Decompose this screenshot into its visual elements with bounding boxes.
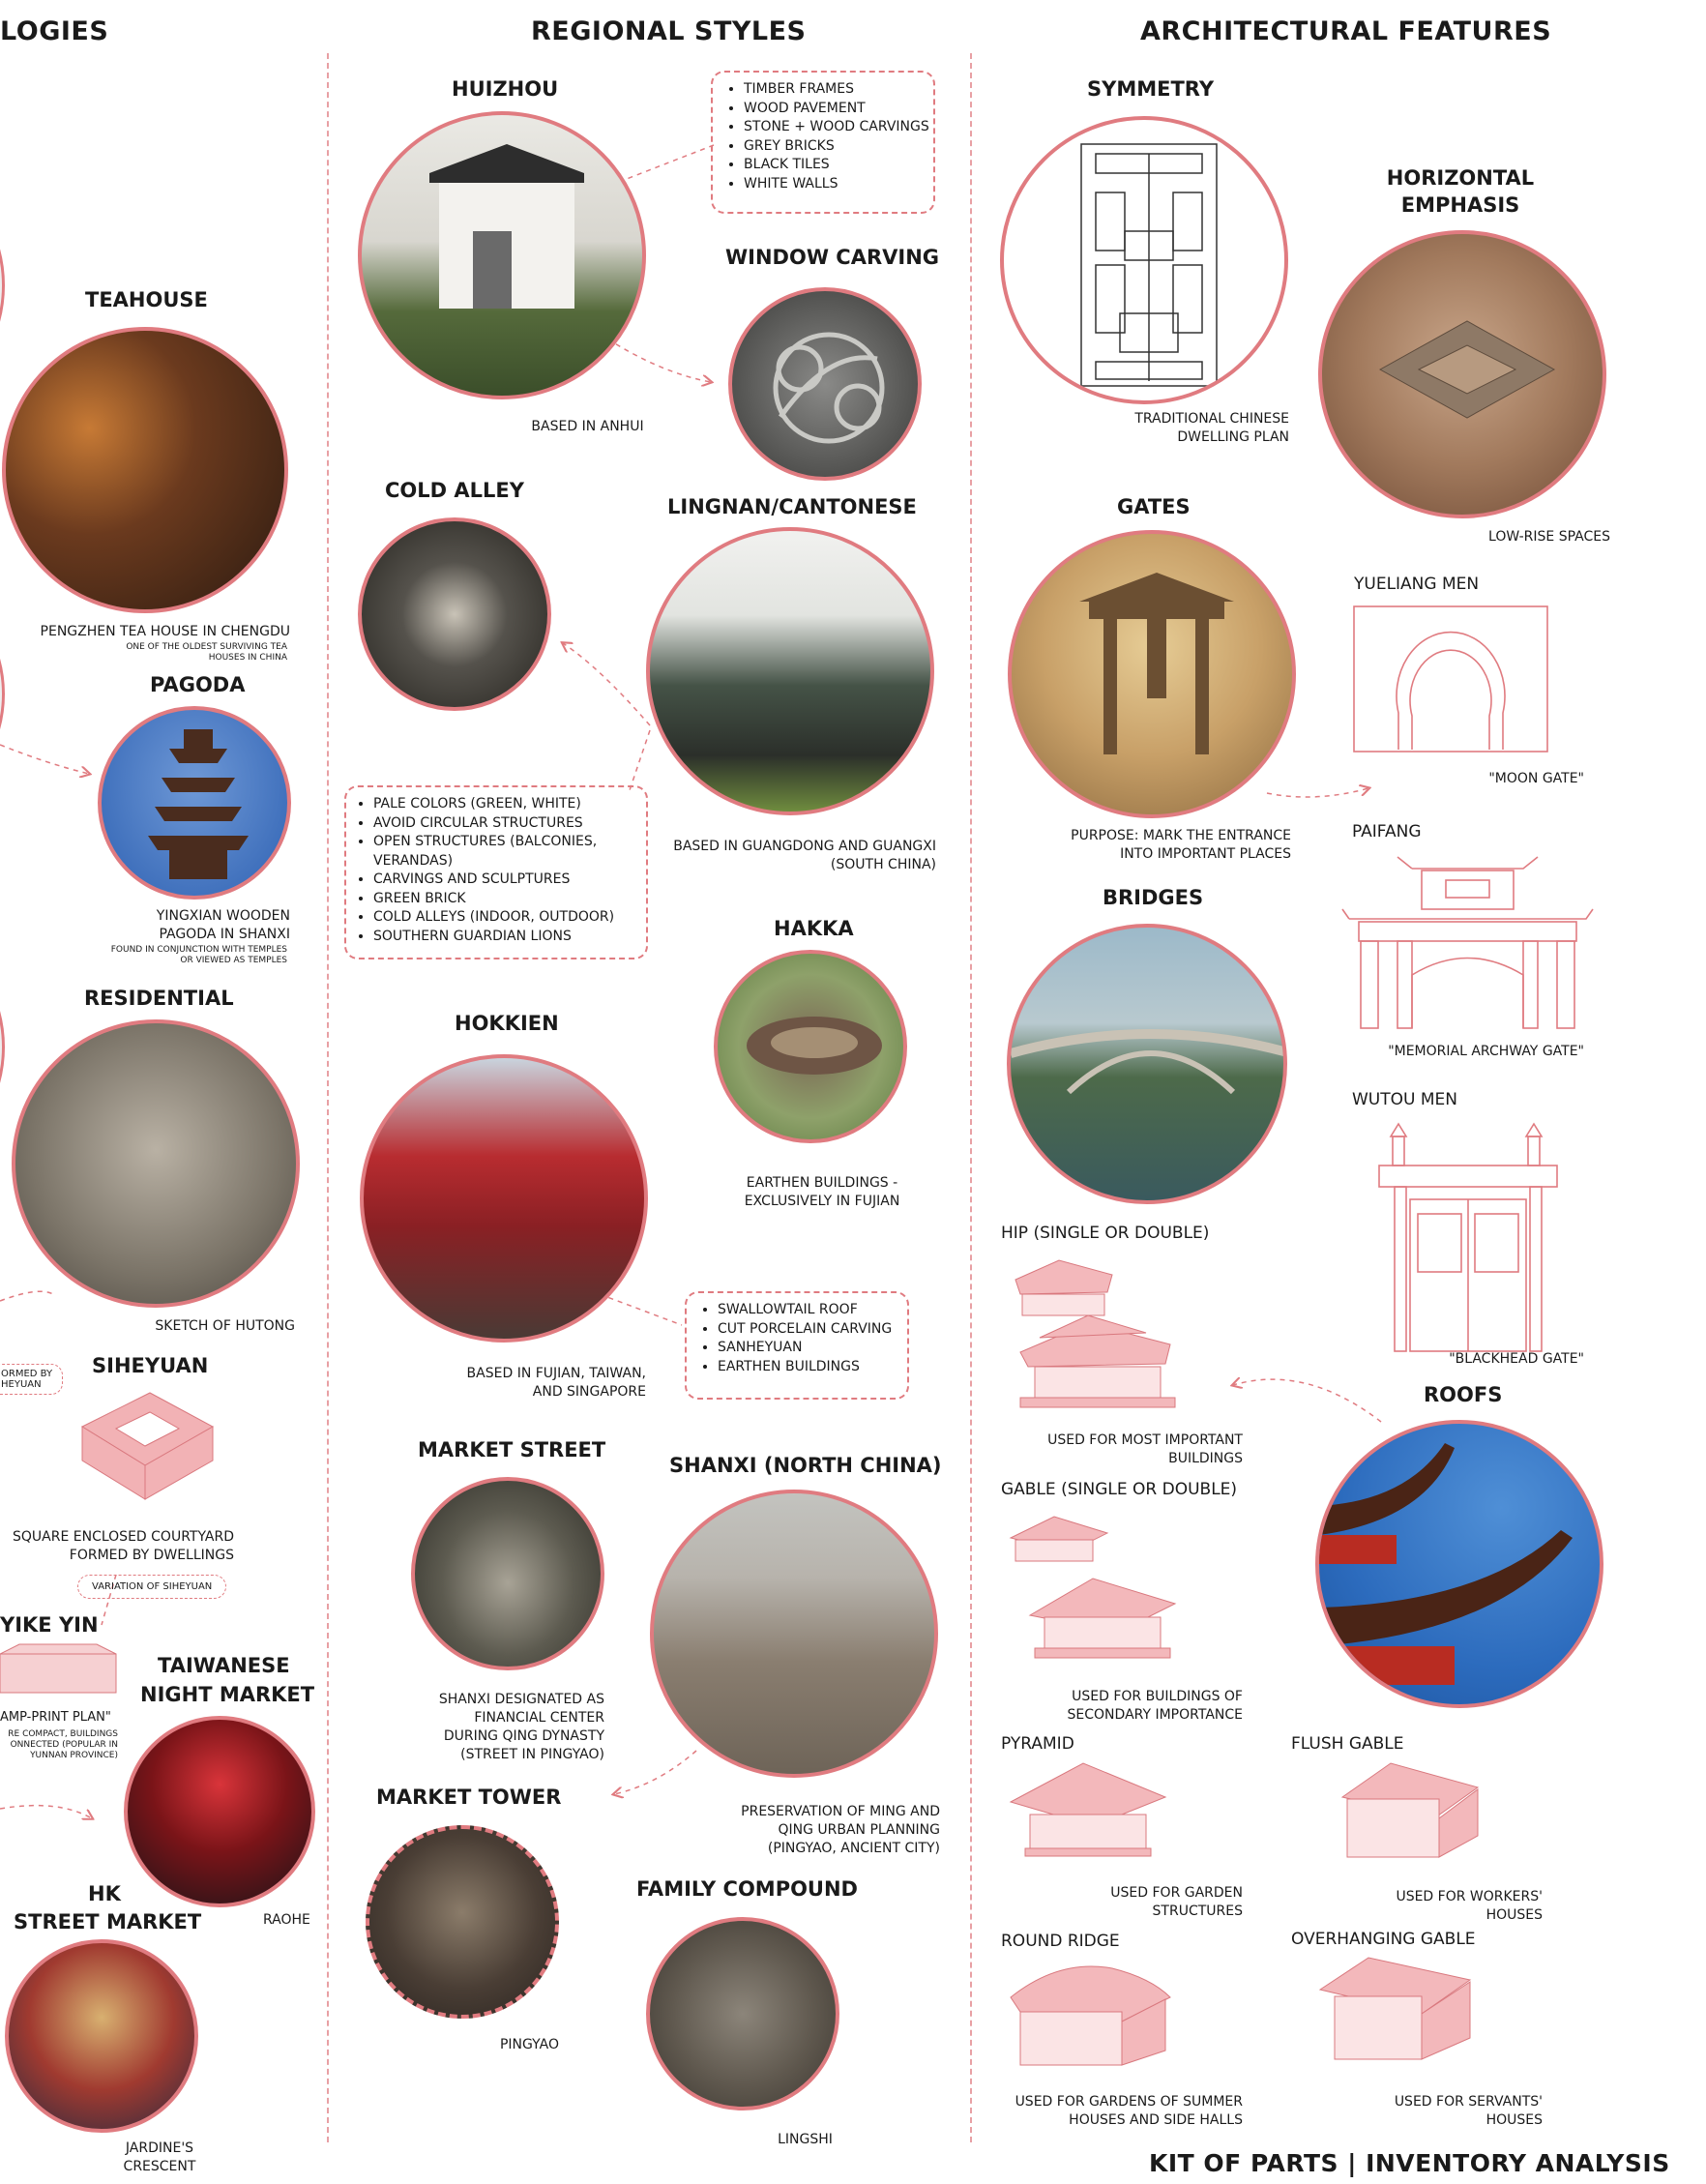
yikeyin-caption-4: YUNNAN PROVINCE) xyxy=(30,1751,118,1760)
hip-roof-drawing xyxy=(1001,1255,1214,1425)
header-typologies: LOGIES xyxy=(0,16,109,46)
siheyuan-pill xyxy=(0,1364,63,1395)
round-ridge-drawing xyxy=(1006,1959,1175,2080)
shanxi-title: SHANXI (NORTH CHINA) xyxy=(669,1454,942,1477)
gable-roof-caption-2: SECONDARY IMPORTANCE xyxy=(1067,1707,1243,1723)
residential-title: RESIDENTIAL xyxy=(84,987,234,1010)
teahouse-caption: PENGZHEN TEA HOUSE IN CHENGDU xyxy=(40,624,290,639)
pagoda-icon xyxy=(102,710,291,900)
hakka-title: HAKKA xyxy=(774,917,854,940)
shanxi-caption-1: PRESERVATION OF MING AND xyxy=(741,1804,940,1819)
taiwanese-photo xyxy=(124,1716,315,1907)
cold-alley-title: COLD ALLEY xyxy=(385,479,524,502)
arrow-shanxi xyxy=(614,1751,696,1794)
swallowtail-roof-icon xyxy=(1319,1424,1603,1708)
taiwanese-title-2: NIGHT MARKET xyxy=(140,1683,315,1706)
overhanging-gable-title: OVERHANGING GABLE xyxy=(1291,1930,1476,1949)
yikeyin-caption-2: RE COMPACT, BUILDINGS xyxy=(8,1729,118,1739)
lingnan-caption-2: (SOUTH CHINA) xyxy=(830,857,936,872)
window-carving-photo xyxy=(728,287,922,481)
market-street-caption-1: SHANXI DESIGNATED AS xyxy=(438,1692,604,1707)
horizontal-caption: LOW-RISE SPACES xyxy=(1488,529,1610,545)
hk-caption-2: CRESCENT xyxy=(123,2159,196,2174)
pyramid-roof-caption-1: USED FOR GARDEN xyxy=(1110,1885,1243,1901)
lingnan-feature: • SOUTHERN GUARDIAN LIONS xyxy=(373,928,636,947)
market-street-photo xyxy=(411,1477,604,1670)
lingnan-feature: • OPEN STRUCTURES (BALCONIES, xyxy=(373,833,636,852)
horizontal-title-2: EMPHASIS xyxy=(1400,193,1520,217)
pyramid-roof-drawing xyxy=(1001,1758,1175,1865)
arrow-lingnan-box xyxy=(629,730,650,793)
lingnan-photo xyxy=(646,527,934,815)
gates-caption-1: PURPOSE: MARK THE ENTRANCE xyxy=(1071,828,1291,843)
paifang-caption: "MEMORIAL ARCHWAY GATE" xyxy=(1388,1044,1584,1059)
taiwanese-caption: RAOHE xyxy=(263,1912,310,1928)
hokkien-photo xyxy=(360,1054,648,1343)
siheyuan-drawing xyxy=(73,1388,218,1504)
huizhou-wall-icon xyxy=(362,115,646,399)
market-tower-title: MARKET TOWER xyxy=(376,1786,562,1809)
hk-caption-1: JARDINE'S xyxy=(125,2140,194,2156)
courtyard-model-icon xyxy=(1322,234,1606,518)
header-regional-styles: REGIONAL STYLES xyxy=(531,16,807,46)
carving-pattern-icon xyxy=(732,291,922,481)
round-ridge-caption-1: USED FOR GARDENS OF SUMMER xyxy=(1015,2094,1243,2110)
hip-roof-caption-2: BUILDINGS xyxy=(1168,1451,1243,1466)
huizhou-feature: • WOOD PAVEMENT xyxy=(744,100,924,119)
tulou-icon xyxy=(718,954,907,1143)
taiwanese-title-1: TAIWANESE xyxy=(158,1654,290,1677)
gates-caption-2: INTO IMPORTANT PLACES xyxy=(1120,846,1291,862)
flush-gable-caption-2: HOUSES xyxy=(1485,1907,1543,1923)
overhanging-gable-drawing xyxy=(1315,1956,1489,2077)
arrow-moongate xyxy=(1267,788,1368,797)
pagoda-caption-2: PAGODA IN SHANXI xyxy=(159,927,290,942)
variation-pill: VARIATION OF SIHEYUAN xyxy=(77,1575,226,1599)
gates-photo xyxy=(1008,530,1296,818)
yueliang-title: YUELIANG MEN xyxy=(1354,575,1480,594)
cold-alley-photo xyxy=(358,517,551,711)
hokkien-feature: • EARTHEN BUILDINGS xyxy=(718,1358,897,1377)
horizontal-title-1: HORIZONTAL xyxy=(1386,166,1535,190)
symmetry-plan xyxy=(1000,116,1288,404)
flush-gable-caption-1: USED FOR WORKERS' xyxy=(1396,1889,1543,1904)
arrow-huizhou-box xyxy=(614,145,714,184)
archway-icon xyxy=(1012,534,1296,818)
roofs-photo xyxy=(1315,1420,1603,1708)
shanxi-caption-3: (PINGYAO, ANCIENT CITY) xyxy=(767,1841,940,1856)
lingnan-feature: • GREEN BRICK xyxy=(373,890,636,909)
paifang-title: PAIFANG xyxy=(1352,822,1422,841)
siheyuan-caption-2: FORMED BY DWELLINGS xyxy=(69,1548,234,1563)
wutou-title: WUTOU MEN xyxy=(1352,1090,1457,1109)
residential-photo xyxy=(12,1019,300,1308)
lingnan-feature: • PALE COLORS (GREEN, WHITE) xyxy=(373,795,636,814)
huizhou-title: HUIZHOU xyxy=(452,77,559,101)
huizhou-photo xyxy=(358,111,646,399)
bridges-title: BRIDGES xyxy=(1103,886,1204,909)
siheyuan-title: SIHEYUAN xyxy=(92,1354,209,1377)
market-street-caption-4: (STREET IN PINGYAO) xyxy=(460,1747,604,1762)
teahouse-note-1: ONE OF THE OLDEST SURVIVING TEA xyxy=(126,642,287,652)
arrow-pagoda xyxy=(0,745,89,774)
hokkien-feature: • CUT PORCELAIN CARVING xyxy=(718,1320,897,1340)
siheyuan-pill-line-2: HEYUAN xyxy=(1,1379,42,1390)
hokkien-feature: • SANHEYUAN xyxy=(718,1339,897,1358)
lingnan-feature: VERANDAS) xyxy=(373,852,454,869)
flush-gable-title: FLUSH GABLE xyxy=(1291,1734,1404,1754)
pagoda-note-1: FOUND IN CONJUNCTION WITH TEMPLES xyxy=(110,945,287,955)
window-carving-title: WINDOW CARVING xyxy=(725,246,940,269)
teahouse-title: TEAHOUSE xyxy=(85,288,208,311)
hakka-caption-2: EXCLUSIVELY IN FUJIAN xyxy=(744,1194,900,1209)
overhanging-gable-caption-2: HOUSES xyxy=(1485,2112,1543,2128)
hk-title-2: STREET MARKET xyxy=(14,1910,202,1933)
round-ridge-caption-2: HOUSES AND SIDE HALLS xyxy=(1069,2112,1243,2128)
shanxi-photo xyxy=(650,1490,938,1778)
lingnan-features-box xyxy=(344,785,648,959)
huizhou-features-box xyxy=(711,71,935,214)
yikeyin-caption-1: AMP-PRINT PLAN" xyxy=(0,1710,111,1725)
hokkien-feature: • SWALLOWTAIL ROOF xyxy=(718,1301,897,1320)
moon-gate-drawing xyxy=(1352,605,1550,759)
market-tower-photo xyxy=(366,1825,559,2019)
siheyuan-caption-1: SQUARE ENCLOSED COURTYARD xyxy=(13,1529,234,1545)
paifang-drawing xyxy=(1339,849,1596,1033)
lingnan-feature: • AVOID CIRCULAR STRUCTURES xyxy=(373,814,636,834)
arrow-nightmarket xyxy=(0,1806,92,1818)
gable-roof-caption-1: USED FOR BUILDINGS OF xyxy=(1072,1689,1243,1704)
yikeyin-title: YIKE YIN xyxy=(0,1613,99,1637)
huizhou-feature: • TIMBER FRAMES xyxy=(744,80,924,100)
hokkien-caption-1: BASED IN FUJIAN, TAIWAN, xyxy=(466,1366,646,1381)
family-compound-title: FAMILY COMPOUND xyxy=(636,1877,858,1901)
market-street-caption-2: FINANCIAL CENTER xyxy=(474,1710,604,1726)
hakka-photo xyxy=(714,950,907,1143)
symmetry-caption-1: TRADITIONAL CHINESE xyxy=(1134,411,1289,427)
arrow-coldalley xyxy=(563,643,650,725)
hokkien-title: HOKKIEN xyxy=(455,1012,559,1035)
hokkien-caption-2: AND SINGAPORE xyxy=(532,1384,646,1400)
teahouse-note-2: HOUSES IN CHINA xyxy=(208,653,287,663)
family-compound-photo xyxy=(646,1917,839,2110)
pagoda-title: PAGODA xyxy=(150,673,246,696)
pagoda-note-2: OR VIEWED AS TEMPLES xyxy=(180,956,287,965)
yueliang-caption: "MOON GATE" xyxy=(1488,771,1584,786)
teahouse-photo xyxy=(2,327,288,613)
siheyuan-pill-line-1: ORMED BY xyxy=(1,1369,53,1379)
gates-title: GATES xyxy=(1117,495,1191,518)
market-street-title: MARKET STREET xyxy=(418,1438,606,1461)
symmetry-caption-2: DWELLING PLAN xyxy=(1177,429,1289,445)
hk-title-1: HK xyxy=(88,1882,121,1905)
pyramid-roof-title: PYRAMID xyxy=(1001,1734,1074,1754)
arrow-siheyuan xyxy=(0,1291,53,1301)
yikeyin-caption-3: ONNECTED (POPULAR IN xyxy=(10,1740,118,1750)
arrow-roofs xyxy=(1233,1379,1381,1422)
huizhou-feature: • BLACK TILES xyxy=(744,156,924,175)
dwelling-plan-icon xyxy=(1004,120,1288,404)
horizontal-photo xyxy=(1318,230,1606,518)
market-tower-caption: PINGYAO xyxy=(499,2037,559,2052)
flush-gable-drawing xyxy=(1333,1758,1492,1874)
arch-bridge-icon xyxy=(1011,928,1287,1204)
symmetry-title: SYMMETRY xyxy=(1087,77,1215,101)
lingnan-title: LINGNAN/CANTONESE xyxy=(667,495,917,518)
pyramid-roof-caption-2: STRUCTURES xyxy=(1152,1904,1243,1919)
lingnan-caption-1: BASED IN GUANGDONG AND GUANGXI xyxy=(673,839,936,854)
wutou-caption: "BLACKHEAD GATE" xyxy=(1449,1351,1584,1367)
yikeyin-drawing xyxy=(0,1639,121,1707)
huizhou-feature: • STONE + WOOD CARVINGS xyxy=(744,118,924,137)
lingnan-feature: • CARVINGS AND SCULPTURES xyxy=(373,871,636,890)
hip-roof-title: HIP (SINGLE OR DOUBLE) xyxy=(1001,1224,1210,1243)
bridges-photo xyxy=(1007,924,1287,1204)
shanxi-caption-2: QING URBAN PLANNING xyxy=(778,1822,940,1838)
gable-roof-title: GABLE (SINGLE OR DOUBLE) xyxy=(1001,1480,1238,1499)
huizhou-caption: BASED IN ANHUI xyxy=(531,419,644,434)
residential-caption: SKETCH OF HUTONG xyxy=(155,1318,295,1334)
huizhou-feature: • GREY BRICKS xyxy=(744,137,924,157)
family-compound-caption: LINGSHI xyxy=(778,2132,833,2147)
wutou-gate-drawing xyxy=(1371,1122,1565,1359)
footer-title: KIT OF PARTS | INVENTORY ANALYSIS xyxy=(1149,2149,1670,2177)
arrow-hokkien-box xyxy=(600,1294,682,1325)
market-street-caption-3: DURING QING DYNASTY xyxy=(443,1728,604,1744)
round-ridge-title: ROUND RIDGE xyxy=(1001,1932,1120,1951)
pagoda-photo xyxy=(98,706,291,900)
hakka-caption-1: EARTHEN BUILDINGS - xyxy=(746,1175,898,1191)
roofs-title: ROOFS xyxy=(1424,1383,1503,1406)
header-architectural-features: ARCHITECTURAL FEATURES xyxy=(1140,16,1552,46)
hk-photo xyxy=(5,1939,198,2133)
hokkien-features-box xyxy=(685,1291,909,1400)
gable-roof-drawing xyxy=(1001,1509,1214,1673)
hip-roof-caption-1: USED FOR MOST IMPORTANT xyxy=(1047,1432,1243,1448)
huizhou-feature: • WHITE WALLS xyxy=(744,175,924,194)
pagoda-caption-1: YINGXIAN WOODEN xyxy=(156,908,290,924)
lingnan-feature: • COLD ALLEYS (INDOOR, OUTDOOR) xyxy=(373,908,636,928)
overhanging-gable-caption-1: USED FOR SERVANTS' xyxy=(1394,2094,1543,2110)
